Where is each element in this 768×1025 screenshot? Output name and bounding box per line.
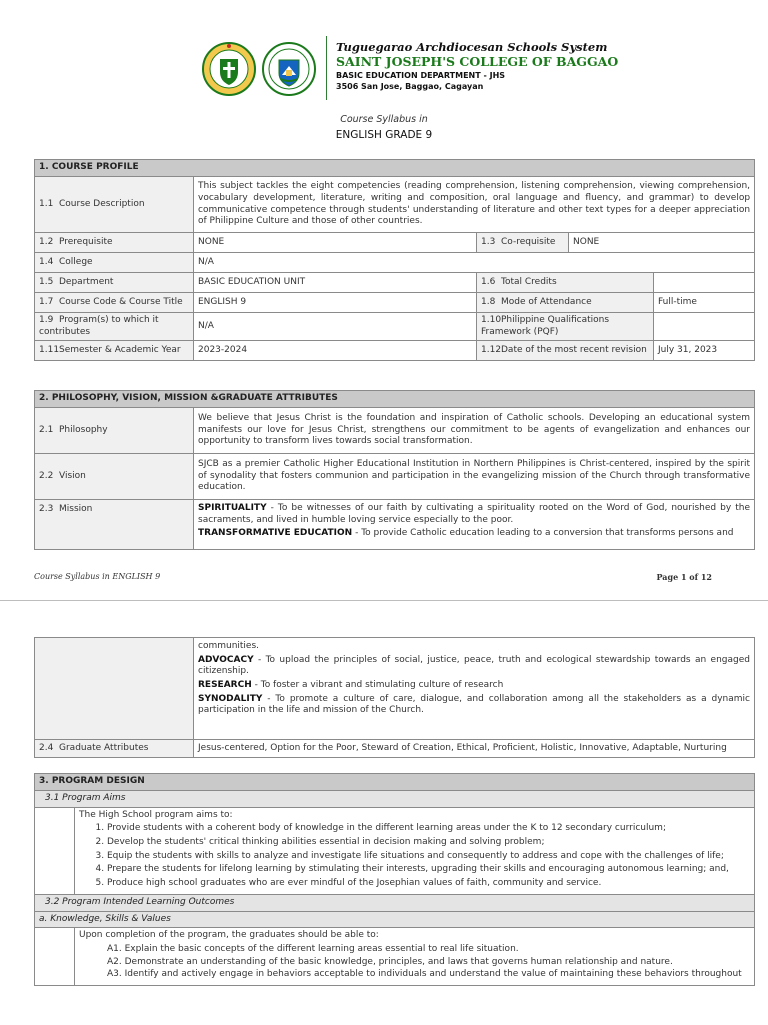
school-name: SAINT JOSEPH'S COLLEGE OF BAGGAO xyxy=(336,54,619,69)
department-value: BASIC EDUCATION UNIT xyxy=(194,273,477,293)
section-title: 2. PHILOSOPHY, VISION, MISSION &GRADUATE ATTRIBUTES xyxy=(35,391,755,408)
knowledge-skills-heading: a. Knowledge, Skills & Values xyxy=(35,911,755,928)
course-code-value: ENGLISH 9 xyxy=(194,293,477,313)
row-label: 1.11Semester & Academic Year xyxy=(35,341,194,361)
program-aims xyxy=(75,807,755,894)
row-label: 2.1 Philosophy xyxy=(35,408,194,454)
mission-continued-text: communities. ADVOCACY - To upload the principles of social, justice, peace, truth and ecological stewardship towards an engaged citizenship. RESEARCH - To foster a vibrant and stimulating culture of research SYNODALITY - To promote a culture of care, dialogue, and collaboration among all the stakeholders as a dynamic participation in the life and mission of the Church. xyxy=(194,638,755,740)
letterhead-divider xyxy=(326,36,327,100)
program-aims-heading: 3.1 Program Aims xyxy=(35,791,755,808)
indent-cell xyxy=(35,807,75,894)
outcomes-intro: Upon completion of the program, the graduates should be able to: xyxy=(79,930,379,941)
letterhead xyxy=(202,32,619,102)
college-value: N/A xyxy=(194,253,755,273)
document-heading xyxy=(0,114,768,141)
list-item: A1. Explain the basic concepts of the different learning areas essential to real life situation. xyxy=(107,943,519,954)
learning-outcomes-heading: 3.2 Program Intended Learning Outcomes xyxy=(35,894,755,911)
footer-course-name: Course Syllabus in ENGLISH 9 xyxy=(34,572,161,581)
corequisite-value: NONE xyxy=(569,233,755,253)
footer-page-number: Page 1 of 12 xyxy=(656,572,712,582)
org-name: Tuguegarao Archdiocesan Schools System xyxy=(336,40,608,54)
college-seal-icon xyxy=(262,42,316,96)
document-title: ENGLISH GRADE 9 xyxy=(335,129,433,141)
department-name: BASIC EDUCATION DEPARTMENT - JHS xyxy=(336,71,506,80)
row-label: 2.4 Graduate Attributes xyxy=(35,740,194,758)
row-label: 1.2 Prerequisite xyxy=(35,233,194,253)
total-credits-value xyxy=(654,273,755,293)
row-label: 1.12Date of the most recent revision xyxy=(477,341,654,361)
list-item: 3. Equip the students with skills to analyze and investigate life situations and consequently to address and cope with the challenges of life; xyxy=(107,851,750,863)
row-label: 1.4 College xyxy=(35,253,194,273)
list-item: A3. Identify and actively engage in behaviors acceptable to individuals and understand the value of maintaining these behaviors throughout xyxy=(107,969,742,980)
row-label: 2.2 Vision xyxy=(35,454,194,500)
list-item: 4. Prepare the students for lifelong learning by stimulating their interests, upgrading their skills and encouraging autonomous learning; and, xyxy=(107,864,750,876)
revision-date-value: July 31, 2023 xyxy=(654,341,755,361)
school-address: 3506 San Jose, Baggao, Cagayan xyxy=(336,82,484,91)
row-label: 1.5 Department xyxy=(35,273,194,293)
mode-of-attendance-value: Full-time xyxy=(654,293,755,313)
outcomes-list xyxy=(79,944,750,981)
programs-value: N/A xyxy=(194,313,477,341)
row-label: 1.10Philippine Qualifications Framework (PQF) xyxy=(477,313,654,341)
page-2 xyxy=(0,600,768,1025)
academic-year-value: 2023-2024 xyxy=(194,341,477,361)
row-label: 1.1 Course Description xyxy=(35,177,194,233)
aims-intro: The High School program aims to: xyxy=(79,809,233,820)
row-label xyxy=(35,638,194,740)
course-description: This subject tackles the eight competencies (reading comprehension, listening comprehension, viewing comprehension, vocabulary development, literature, writing and composition, oral language and fluency, and grammar) to develop communicative competence through students' understanding of literature and other text types for a deeper appreciation of Philippine Culture and those of other countries. xyxy=(194,177,755,233)
vision-text: SJCB as a premier Catholic Higher Educational Institution in Northern Philippines is Christ-centered, inspired by the spirit of synodality that fosters communion and participation in the evangelizing mission of the Church through transformative education. xyxy=(194,454,755,500)
indent-cell xyxy=(35,928,75,986)
section-title: 1. COURSE PROFILE xyxy=(35,160,755,177)
pqf-value xyxy=(654,313,755,341)
mission-continued-table xyxy=(34,637,755,758)
prerequisite-value: NONE xyxy=(194,233,477,253)
row-label: 1.9 Program(s) to which it contributes xyxy=(35,313,194,341)
list-item: 1. Provide students with a coherent body of knowledge in the different learning areas under the K to 12 secondary curriculum; xyxy=(107,823,750,835)
philosophy-text: We believe that Jesus Christ is the foundation and inspiration of Catholic schools. Developing an educational system manifests our love for Jesus Christ, strengthens our commitment to be agents of evangelization and enhances our opportunity to transform lives towards social transformation. xyxy=(194,408,755,454)
row-label: 1.8 Mode of Attendance xyxy=(477,293,654,313)
section-title: 3. PROGRAM DESIGN xyxy=(35,774,755,791)
document-subtitle: Course Syllabus in xyxy=(340,114,428,125)
row-label: 1.3 Co-requisite xyxy=(477,233,569,253)
list-item: A2. Demonstrate an understanding of the basic knowledge, principles, and laws that governs human relationship and nature. xyxy=(107,956,673,967)
archdiocesan-seal-icon xyxy=(202,42,256,96)
course-profile-table xyxy=(34,159,755,361)
philosophy-table xyxy=(34,390,755,550)
program-design-table xyxy=(34,773,755,986)
row-label: 1.6 Total Credits xyxy=(477,273,654,293)
mission-text: SPIRITUALITY - To be witnesses of our faith by cultivating a spirituality rooted on the Word of God, nourished by the sacraments, and lived in humble loving service especially to the poor. TRANSFORMATIVE EDUCATION - To provide Catholic education leading to a conversion that transforms persons and xyxy=(194,500,755,550)
aims-list xyxy=(79,823,750,889)
learning-outcomes xyxy=(75,928,755,986)
list-item: 2. Develop the students' critical thinking abilities essential in decision making and solving problem; xyxy=(107,837,750,849)
list-item: 5. Produce high school graduates who are ever mindful of the Josephian values of faith, community and service. xyxy=(107,878,750,890)
row-label: 2.3 Mission xyxy=(35,500,194,550)
row-label: 1.7 Course Code & Course Title xyxy=(35,293,194,313)
graduate-attributes-text: Jesus-centered, Option for the Poor, Steward of Creation, Ethical, Proficient, Holistic, Innovative, Adaptable, Nurturing xyxy=(194,740,755,758)
